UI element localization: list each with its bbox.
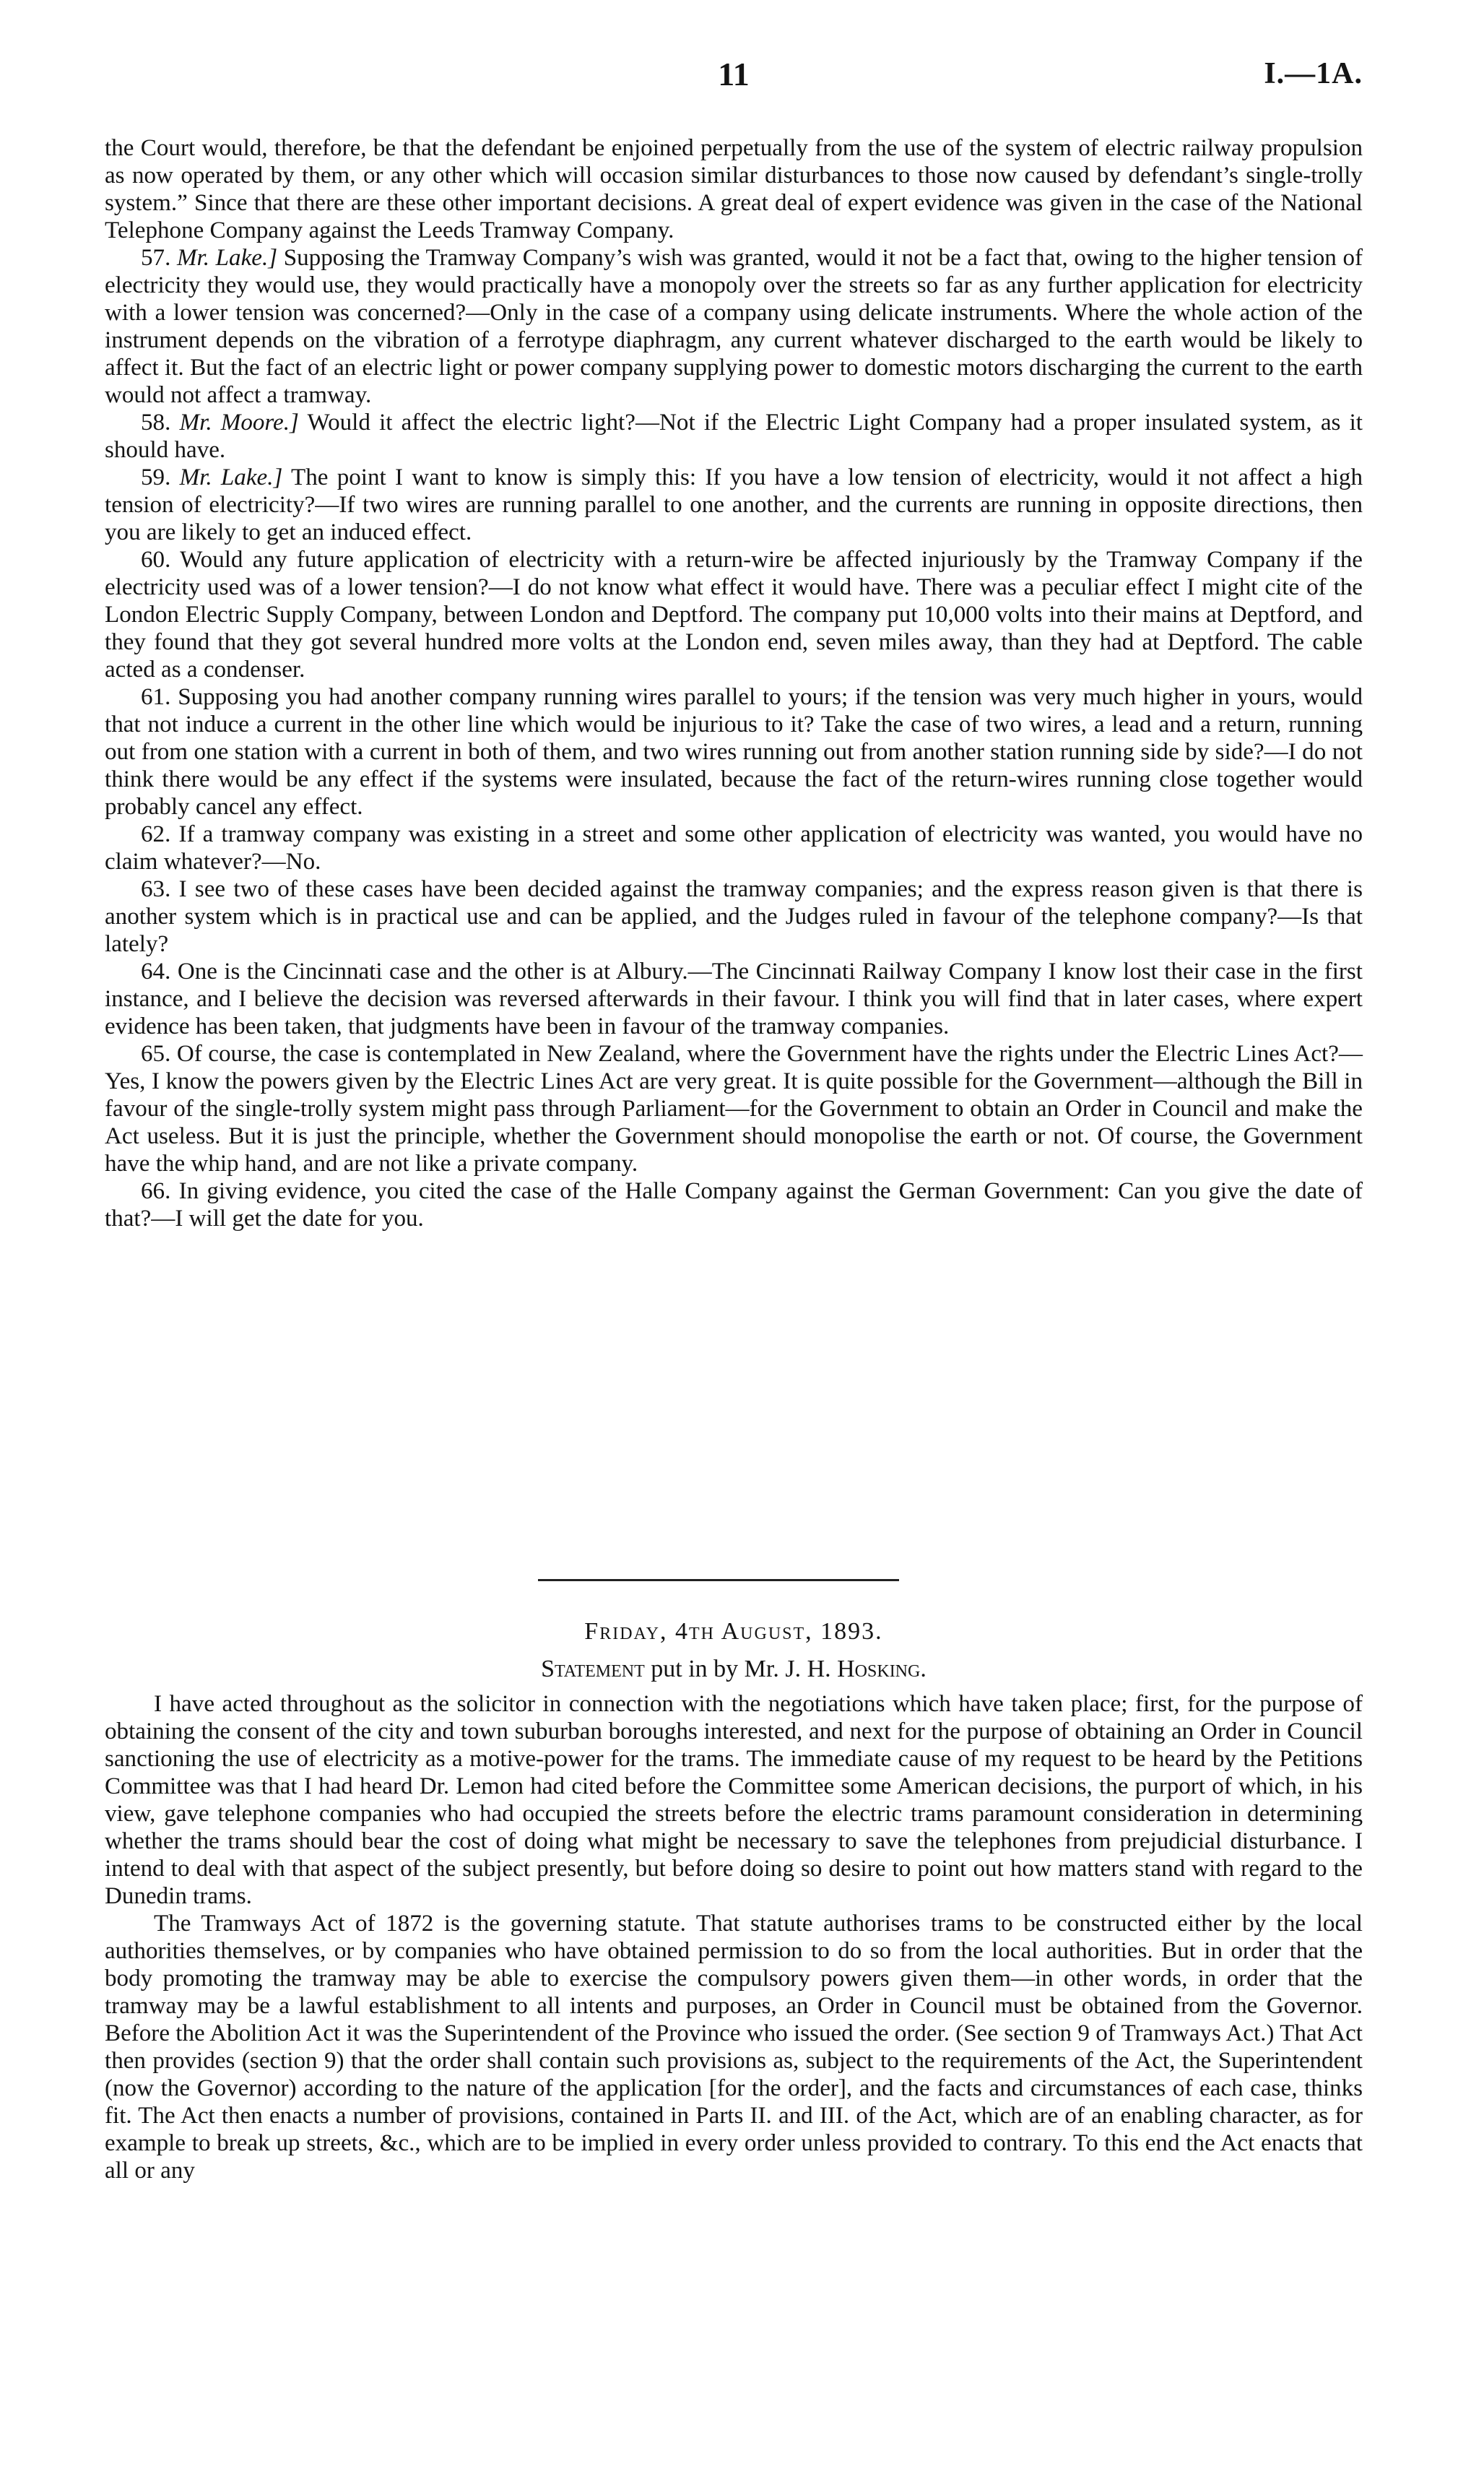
statement-heading: Statement put in by Mr. J. H. Hosking. [541, 1656, 927, 1682]
page-number: 11 [718, 56, 750, 92]
question-number: 62. [141, 821, 171, 847]
statement-label: Statement [541, 1656, 645, 1682]
statement-paragraph: The Tramways Act of 1872 is the governing statute. That statute authorises trams to be constructed either by the local authorities themselves, or by companies who have obtained permission to do so from the local authorities. But in order that the body promoting the tramway may be able to exercise the compulsory powers given them—in other words, in order that the tramway may be a lawful establishment to all intents and purposes, an Order in Council must be obtained from the Governor. Before the Abolition Act it was the Superintendent of the Province who issued the order. (See section 9 of Tramways Act.) That Act then provides (section 9) that the order shall contain such provisions as, subject to the requirements of the Act, the Superintendent (now the Governor) according to the nature of the application [for the order], and the facts and circumstances of each case, thinks fit. The Act then enacts a number of provisions, contained in Parts II. and III. of the Act, which are of an enabling character, as for example to break up streets, &c., which are to be implied in every order unless provided to contrary. To this end the Act enacts that all or any [105, 1911, 1363, 2184]
question-66: 66. In giving evidence, you cited the case of the Halle Company against the German Government: Can you give the date of that?—I will get the date for you. [105, 1178, 1363, 1232]
evidence-text [105, 134, 1363, 1232]
speaker-name: Mr. Moore.] [179, 410, 299, 436]
question-65: 65. Of course, the case is contemplated in New Zealand, where the Government have the rights under the Electric Lines Act?—Yes, I know the powers given by the Electric Lines Act are very great. It is quite possible for the Government—although the Bill in favour of the single-trolly system might pass through Parliament—for the Government to obtain an Order in Council and make the Act useless. But it is just the principle, whether the Government should monopolise the earth or not. Of course, the Government have the whip hand, and are not like a private company. [105, 1041, 1363, 1177]
question-57: 57. Mr. Lake.] Supposing the Tramway Company’s wish was granted, would it not be a fact that, owing to the higher tension of electricity they would use, they would practically have a monopoly over the streets so far as any further application for electricity with a lower tension was concerned?—Only in the case of a company using delicate instruments. Where the whole action of the instrument depends on the vibration of a ferrotype diaphragm, any current whatever discharged to the earth would be likely to affect it. But the fact of an electric light or power company supplying power to domestic motors discharging the current to the earth would not affect a tramway. [105, 245, 1363, 408]
section-divider [538, 1579, 899, 1581]
question-number: 57. [141, 245, 171, 271]
paragraph-continuation: the Court would, therefore, be that the defendant be enjoined perpetually from the use of the system of electric railway propulsion as now operated by them, or any other which will occasion similar disturbances to those now caused by defendant’s single-trolly system.” Since that there are these other important decisions. A great deal of expert evidence was given in the case of the National Telephone Company against the Leeds Tramway Company. [105, 135, 1363, 243]
question-64: 64. One is the Cincinnati case and the other is at Albury.—The Cincinnati Railway Company I know lost their case in the first instance, and I believe the decision was reversed afterwards in their favour. I think you will find that in later cases, where expert evidence has been taken, that judgments have been in favour of the tramway companies. [105, 959, 1363, 1039]
question-number: 59. [141, 464, 171, 490]
author-name: Hosking. [837, 1656, 927, 1682]
question-number: 60. [141, 547, 171, 573]
page-header [105, 52, 1363, 98]
question-61: 61. Supposing you had another company running wires parallel to yours; if the tension was very much higher in yours, would that not induce a current in the other line which would be injurious to it? Take the case of two wires, a lead and a return, running out from one station with a current in both of them, and two wires running out from another station running side by side?—I do not think there would be any effect if the systems were insulated, because the fact of the return-wires running close together would probably cancel any effect. [105, 684, 1363, 820]
question-58: 58. Mr. Moore.] Would it affect the electric light?—Not if the Electric Light Company had a proper insulated system, as it should have. [105, 410, 1363, 463]
statement-body [105, 1690, 1363, 2184]
question-number: 63. [141, 876, 171, 902]
statement-paragraph: I have acted throughout as the solicitor in connection with the negotiations which have taken place; first, for the purpose of obtaining the consent of the city and town suburban boroughs interested, and next for the purpose of obtaining an Order in Council sanctioning the use of electricity as a motive-power for the trams. The immediate cause of my request to be heard by the Petitions Committee was that I had heard Dr. Lemon had cited before the Committee some American decisions, the purport of which, in his view, gave telephone companies who had occupied the streets before the electric trams paramount consideration in determining whether the trams should bear the cost of doing what might be necessary to save the telephones from prejudicial disturbance. I intend to deal with that aspect of the subject presently, but before doing so desire to point out how matters stand with regard to the Dunedin trams. [105, 1691, 1363, 1909]
question-62: 62. If a tramway company was existing in a street and some other application of electricity was wanted, you would have no claim whatever?—No. [105, 821, 1363, 875]
speaker-name: Mr. Lake.] [179, 464, 283, 490]
question-number: 61. [141, 684, 171, 710]
statement-section [105, 1618, 1363, 2184]
page-reference: I.—1A. [1264, 57, 1363, 90]
question-number: 64. [141, 959, 171, 985]
question-number: 58. [141, 410, 171, 436]
question-59: 59. Mr. Lake.] The point I want to know is simply this: If you have a low tension of electricity, would it not affect a high tension of electricity?—If two wires are running parallel to one another, and the currents are running in opposite directions, then you are likely to get an induced effect. [105, 464, 1363, 545]
question-63: 63. I see two of these cases have been decided against the tramway companies; and the express reason given is that there is another system which is in practical use and can be applied, and the Judges ruled in favour of the telephone company?—Is that lately? [105, 876, 1363, 957]
question-number: 65. [141, 1041, 171, 1067]
question-number: 66. [141, 1178, 171, 1204]
speaker-name: Mr. Lake.] [177, 245, 278, 271]
question-60: 60. Would any future application of electricity with a return-wire be affected injuriously by the Tramway Company if the electricity used was of a lower tension?—I do not know what effect it would have. There was a peculiar effect I might cite of the London Electric Supply Company, between London and Deptford. The company put 10,000 volts into their mains at Deptford, and they found that they got several hundred more volts at the London end, seven miles away, than they had at Deptford. The cable acted as a condenser. [105, 547, 1363, 683]
date-heading: Friday, 4th August, 1893. [584, 1618, 883, 1645]
